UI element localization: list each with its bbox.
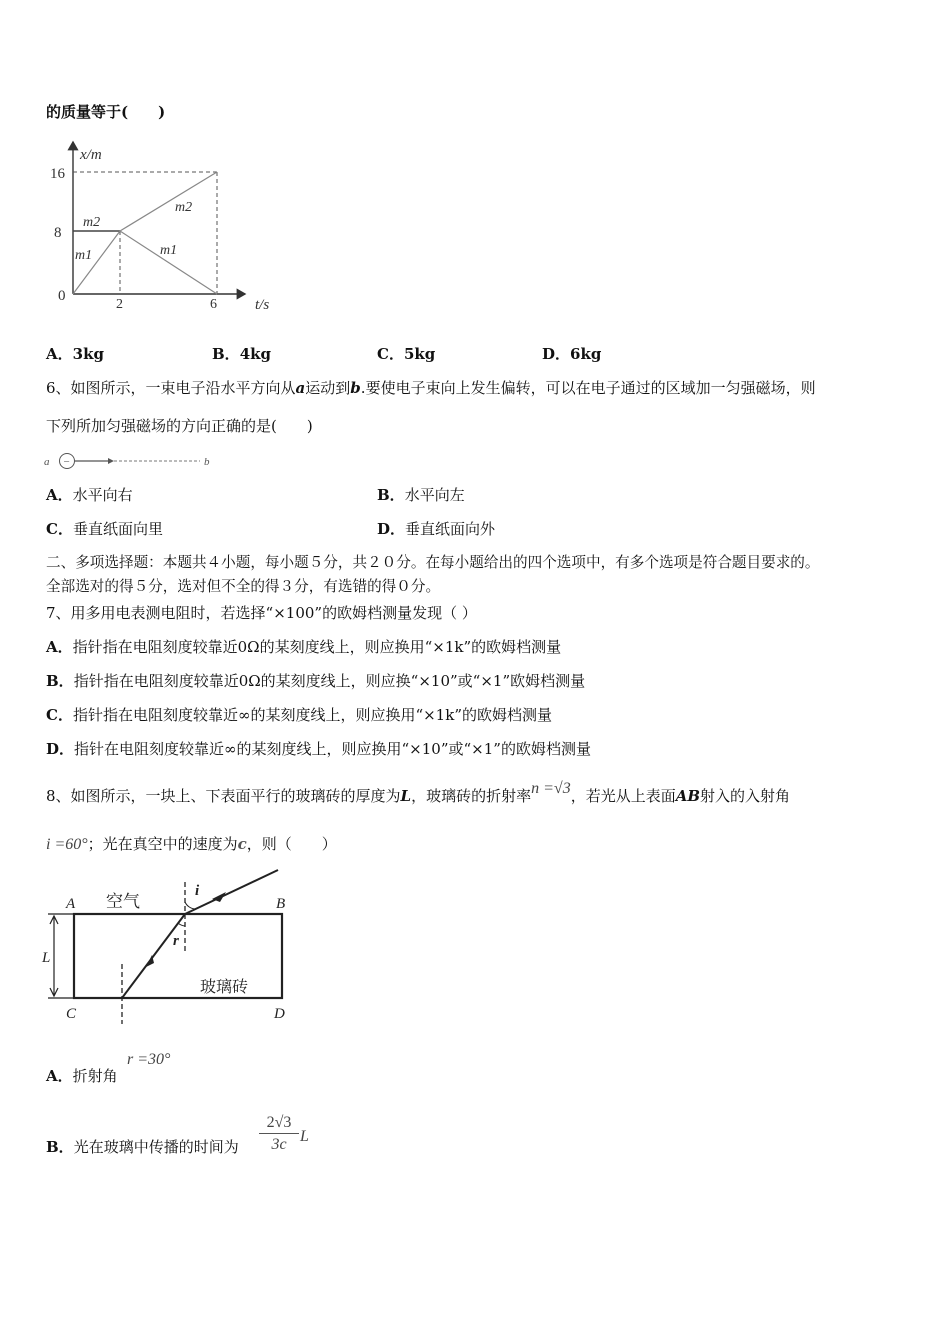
- q8-stem-line1: 8、如图所示，一块上、下表面平行的玻璃砖的厚度为L，玻璃砖的折射率n =√3，若光从上表面AB射入的入射角: [46, 780, 791, 805]
- label-m1-before: m1: [75, 248, 93, 263]
- q6-stem-line2: 下列所加匀强磁场的方向正确的是( ): [46, 417, 313, 435]
- xt-graph: [40, 138, 290, 320]
- x-axis-label: t/s: [255, 297, 270, 313]
- q8-option-a[interactable]: A．折射角: [46, 1067, 118, 1085]
- svg-text:L: L: [42, 950, 51, 966]
- svg-text:D: D: [274, 1006, 285, 1022]
- m2-after-line: [120, 172, 217, 231]
- q8-stem-line2: i =60°；光在真空中的速度为c，则（ ）: [46, 835, 337, 853]
- q6-option-c[interactable]: C．垂直纸面向里: [46, 520, 163, 538]
- y-axis-label: x/m: [80, 147, 102, 163]
- svg-text:b: b: [204, 456, 210, 468]
- label-m2-before: m2: [83, 215, 101, 230]
- svg-text:A: A: [66, 896, 76, 912]
- electron-beam-figure: [42, 450, 217, 472]
- y-tick-8: 8: [54, 225, 62, 241]
- section2-line1: 二、多项选择题：本题共４小题，每小题５分，共２０分。在每小题给出的四个选项中，有多个选项是符合题目要求的。: [46, 554, 820, 571]
- q8-option-a-formula: r =30°: [127, 1051, 171, 1068]
- svg-text:i: i: [195, 883, 200, 899]
- x-tick-2: 2: [116, 297, 123, 312]
- glass-brick-figure: [40, 864, 300, 1026]
- q8-option-b-tail: L: [300, 1128, 309, 1145]
- y-tick-0: 0: [58, 288, 66, 304]
- q8-option-b-fraction: 2√3 3c: [259, 1113, 299, 1156]
- q6-option-d[interactable]: D．垂直纸面向外: [377, 520, 496, 538]
- svg-text:空气: 空气: [106, 892, 140, 912]
- y-tick-16: 16: [50, 166, 65, 182]
- label-m1-after: m1: [160, 243, 178, 258]
- q5-option-b[interactable]: B．4kg: [212, 345, 272, 363]
- q7-stem: 7、用多用电表测电阻时，若选择“×100”的欧姆档测量发现（ ）: [46, 604, 477, 622]
- svg-text:a: a: [44, 456, 50, 468]
- q6-stem-line1: 6、如图所示，一束电子沿水平方向从a运动到b.要使电子束向上发生偏转，可以在电子通过的区域加一匀强磁场，则: [46, 379, 816, 397]
- label-m2-after: m2: [175, 200, 193, 215]
- refracted-ray: [122, 914, 185, 998]
- q7-option-d[interactable]: D．指针在电阻刻度较靠近∞的某刻度线上，则应换用“×10”或“×1”的欧姆档测量: [46, 740, 591, 758]
- svg-text:−: −: [63, 456, 70, 468]
- svg-text:r: r: [173, 933, 179, 949]
- q8-n-formula: n =√3: [531, 780, 571, 797]
- q5-option-d[interactable]: D．6kg: [542, 345, 602, 363]
- q6-option-b[interactable]: B．水平向左: [377, 486, 465, 504]
- q5-option-a[interactable]: A．3kg: [46, 345, 104, 363]
- m1-after-line: [120, 231, 217, 294]
- x-tick-6: 6: [210, 297, 217, 312]
- q7-option-a[interactable]: A．指针指在电阻刻度较靠近0Ω的某刻度线上，则应换用“×1k”的欧姆档测量: [46, 638, 562, 656]
- q8-i-formula: i =60°: [46, 836, 88, 853]
- q7-option-b[interactable]: B．指针指在电阻刻度较靠近0Ω的某刻度线上，则应换“×10”或“×1”欧姆档测量: [46, 672, 586, 690]
- q8-option-b[interactable]: B．光在玻璃中传播的时间为: [46, 1138, 239, 1156]
- svg-text:C: C: [66, 1006, 77, 1022]
- q7-option-c[interactable]: C．指针指在电阻刻度较靠近∞的某刻度线上，则应换用“×1k”的欧姆档测量: [46, 706, 552, 724]
- svg-text:B: B: [276, 896, 286, 912]
- q6-option-a[interactable]: A．水平向右: [46, 486, 133, 504]
- section2-line2: 全部选对的得５分，选对但不全的得３分，有选错的得０分。: [46, 578, 441, 595]
- svg-text:玻璃砖: 玻璃砖: [200, 977, 249, 996]
- q5-option-c[interactable]: C．5kg: [377, 345, 436, 363]
- glass-brick: [74, 914, 282, 998]
- q5-stem-tail: 的质量等于( ): [46, 103, 166, 121]
